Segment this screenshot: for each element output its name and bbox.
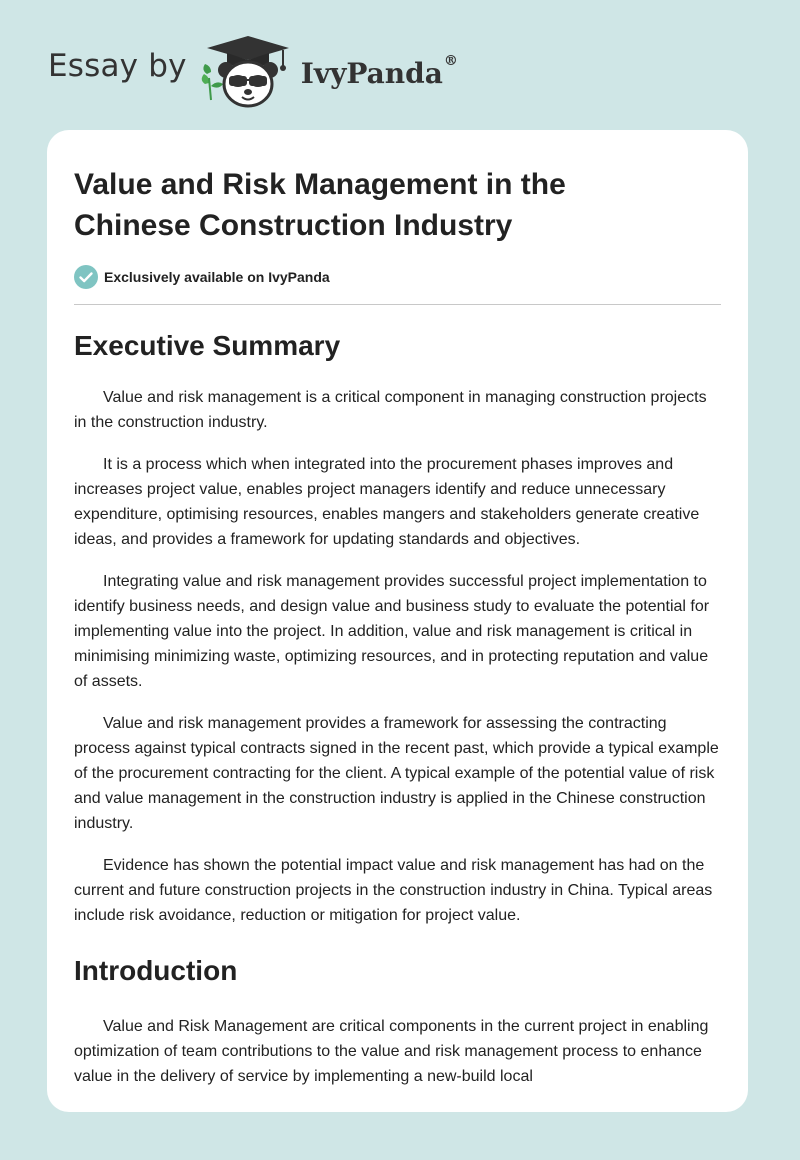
divider [74, 304, 721, 305]
check-circle-icon [74, 265, 98, 289]
essay-card [47, 130, 748, 1112]
paragraph: Integrating value and risk management provides successful project implementation to identify business needs, and design value and business study to evaluate the potential for implementing value into the project. In addition, value and risk management is critical in minimising minimizing waste, optimizing resources, and in protecting reputation and value of assets. [74, 573, 710, 690]
title-line-2: Chinese Construction Industry [74, 209, 513, 242]
section-heading-executive-summary: Executive Summary [74, 330, 341, 361]
paragraph: Evidence has shown the potential impact value and risk management has had on the current and future construction projects in the construction industry in China. Typical areas include risk avoidance, reduction or mitigation for project value. [74, 857, 713, 924]
brand-prefix: Essay by [48, 48, 187, 84]
title-line-1: Value and Risk Management in the [74, 168, 566, 201]
essay-title [74, 164, 721, 246]
exclusive-badge [74, 264, 721, 290]
brand-header[interactable] [48, 34, 458, 110]
paragraph: It is a process which when integrated into the procurement phases improves and increases project value, enables project managers identify and reduce unnecessary expenditure, optimising resources, enables mangers and stakeholders generate creative ideas, and provides a framework for updating standards and objectives. [74, 456, 700, 548]
paragraph: Value and Risk Management are critical components in the current project in enabling optimization of team contributions to the value and risk management process to enhance value in the delivery of service by implementing a new-build local [74, 1018, 709, 1085]
paragraph: Value and risk management provides a framework for assessing the contracting process against typical contracts signed in the recent past, which provide a typical example of the procurement contracting for the client. A typical example of the potential value of risk and value management in the construction industry is applied in the Chinese construction industry. [74, 715, 719, 832]
panda-graduate-icon [201, 34, 295, 110]
brand-name: IvyPanda® [300, 52, 458, 90]
registered-mark: ® [443, 52, 458, 69]
exclusive-text: Exclusively available on IvyPanda [104, 269, 330, 285]
section-heading-introduction: Introduction [74, 955, 238, 986]
paragraph: Value and risk management is a critical component in managing construction projects in the construction industry. [74, 389, 707, 431]
